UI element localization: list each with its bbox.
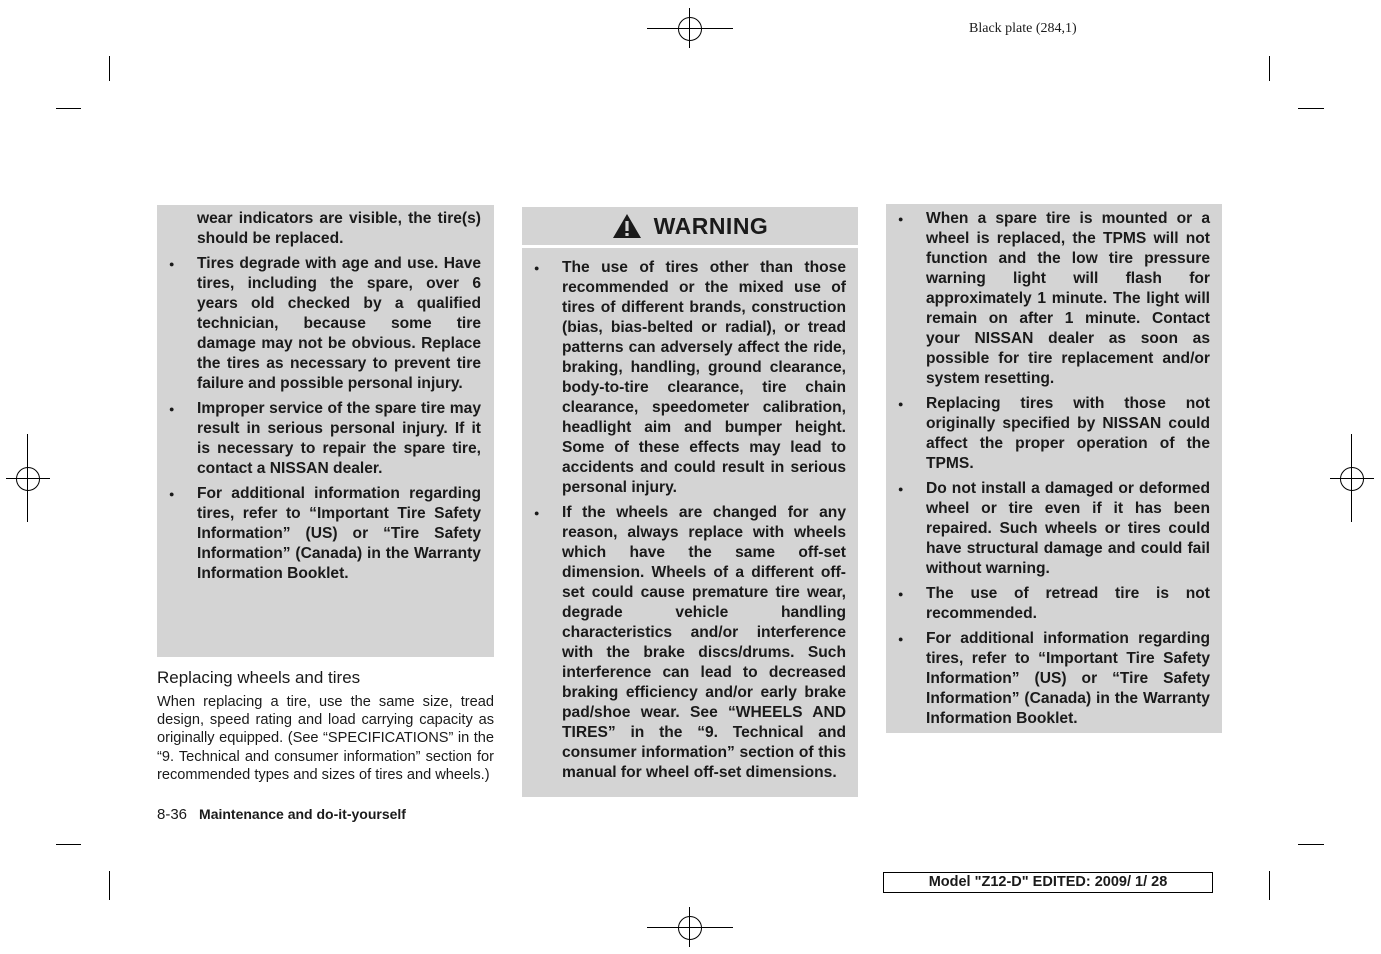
warning-header: [522, 207, 858, 248]
page-number: 8-36: [157, 806, 188, 823]
page-footer: [157, 806, 406, 823]
list-item: ● Replacing tires with those not originally specified by NISSAN could affect the proper operation of the TPMS.: [886, 394, 1210, 474]
continuation-text: wear indicators are visible, the tire(s) should be replaced.: [197, 210, 481, 247]
warning-title: WARNING: [653, 213, 769, 239]
list-item: ● For additional information regarding tires, refer to “Important Tire Safety Information” (US) or “Tire Safety Information” (Canada) in the Warranty Information Booklet.: [157, 484, 481, 584]
section-title: Replacing wheels and tires: [157, 668, 361, 687]
warning-box: [522, 207, 858, 797]
model-edited-label: Model "Z12-D" EDITED: 2009/ 1/ 28: [883, 872, 1213, 893]
left-caution-box: [157, 205, 494, 657]
list-item: ● Improper service of the spare tire may result in serious personal injury. If it is necessary to repair the spare tire, contact a NISSAN dealer.: [157, 399, 481, 479]
section-name: Maintenance and do-it-yourself: [199, 806, 406, 822]
list-item: ● The use of tires other than those recommended or the mixed use of tires of different brands, construction (bias, bias-belted or radial), or tread patterns can adversely affect the ride, braking, handling, ground clearance, body-to-tire clearance, tire chain clearance, speedometer calibration, headlight aim and bumper height. Some of these effects may lead to accidents and could result in serious personal injury.: [522, 258, 846, 498]
list-item: ● For additional information regarding tires, refer to “Important Tire Safety Information” (US) or “Tire Safety Information” (Canada) in the Warranty Information Booklet.: [886, 629, 1210, 729]
warning-triangle-icon: [612, 213, 642, 239]
plate-label: Black plate (284,1): [969, 21, 1077, 36]
list-item: ● If the wheels are changed for any reason, always replace with wheels which have the same off-set dimension. Wheels of a different off-set could cause premature tire wear, degrade vehicle handling characteristics and/or interference with the brake discs/drums. Such interference can lead to decreased braking efficiency and/or early brake pad/shoe wear. See “WHEELS AND TIRES” in the “9. Technical and consumer information” section of this manual for wheel off-set dimensions.: [522, 503, 846, 783]
list-item: ● The use of retread tire is not recommended.: [886, 584, 1210, 624]
list-item: ● When a spare tire is mounted or a wheel is replaced, the TPMS will not function and the low tire pressure warning light will flash for approximately 1 minute. The light will remain on after 1 minute. Contact your NISSAN dealer as soon as possible for tire replacement and/or system resetting.: [886, 209, 1210, 389]
right-caution-box: [886, 204, 1222, 733]
list-item: ● Do not install a damaged or deformed wheel or tire even if it has been repaired. Such wheels or tires could have structural damage and could fail without warning.: [886, 479, 1210, 579]
body-paragraph: When replacing a tire, use the same size, tread design, speed rating and load carrying capacity as originally equipped. (See “SPECIFICATIONS” in the “9. Technical and consumer information” section for recommended types and sizes of tires and wheels.): [157, 694, 494, 783]
list-item: ● Tires degrade with age and use. Have tires, including the spare, over 6 years old checked by a qualified technician, because some tire damage may not be obvious. Replace the tires as necessary to prevent tire failure and possible personal injury.: [157, 254, 481, 394]
